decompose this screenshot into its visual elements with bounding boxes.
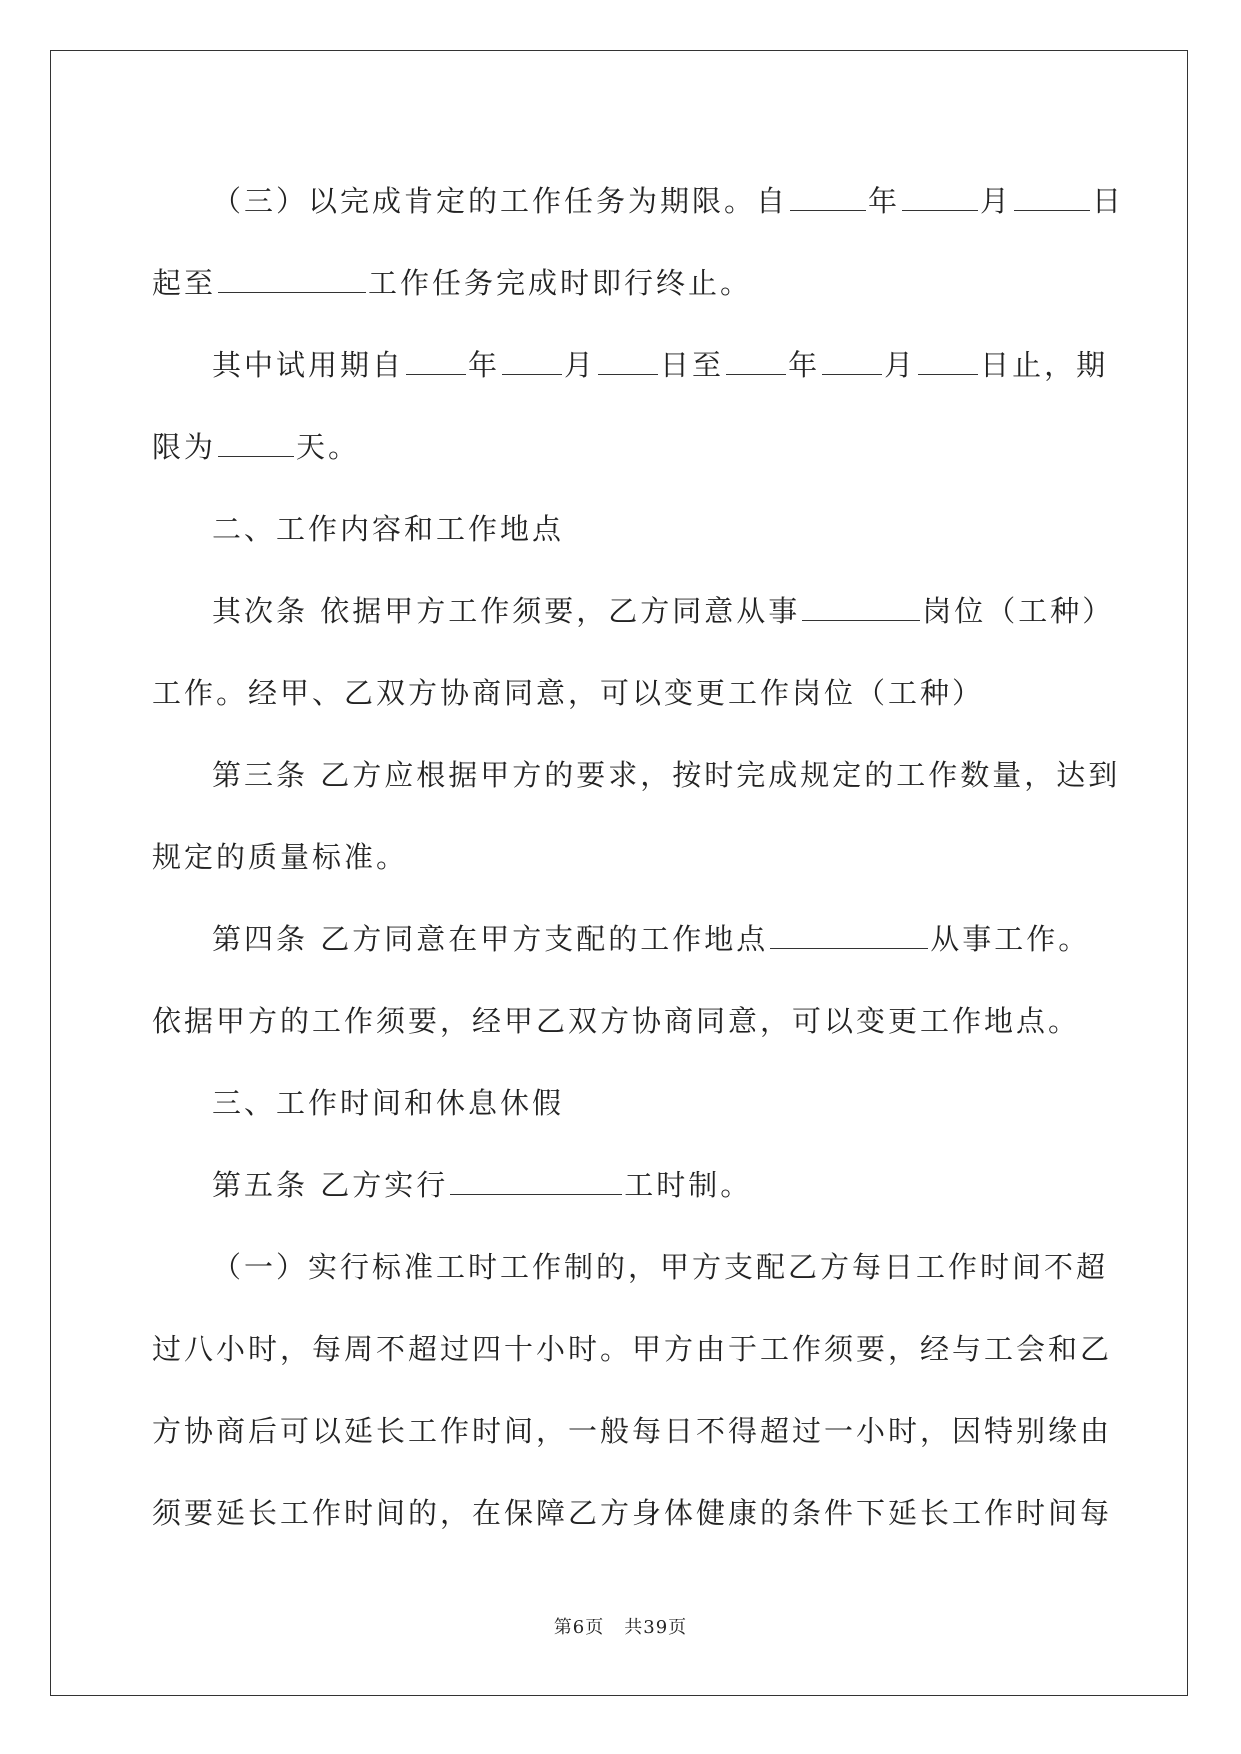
paragraph-line <box>152 1390 1113 1472</box>
text-segment: 工作。经甲、乙双方协商同意，可以变更工作岗位（工种） <box>152 676 985 710</box>
paragraph-line <box>152 652 1088 734</box>
fill-blank <box>770 926 928 949</box>
text-segment: 月 <box>980 184 1013 218</box>
text-segment: 工时制。 <box>624 1168 753 1202</box>
section-heading <box>152 1062 1088 1144</box>
page-total: 共39页 <box>624 1617 688 1638</box>
fill-blank <box>902 188 978 211</box>
paragraph-line <box>152 1472 1113 1554</box>
text-segment: （一）实行标准工时工作制的，甲方支配乙方每日工作时间不超 <box>212 1250 1109 1284</box>
text-segment: 起至 <box>152 266 217 300</box>
fill-blank <box>218 270 366 293</box>
fill-blank <box>406 352 466 375</box>
page-footer <box>0 1613 1241 1639</box>
text-segment: 第三条 乙方应根据甲方的要求，按时完成规定的工作数量，达到 <box>212 758 1121 792</box>
fill-blank <box>598 352 658 375</box>
text-segment: 月 <box>564 348 597 382</box>
paragraph-line <box>152 1308 1113 1390</box>
text-segment: 年 <box>788 348 821 382</box>
text-segment: 天。 <box>296 430 361 464</box>
text-segment: 日至 <box>660 348 725 382</box>
fill-blank <box>218 434 294 457</box>
text-segment: 其次条 依据甲方工作须要，乙方同意从事 <box>212 594 801 628</box>
text-segment: 日 <box>1092 184 1125 218</box>
text-segment: 年 <box>468 348 501 382</box>
text-segment: 第五条 乙方实行 <box>212 1168 449 1202</box>
paragraph-line <box>152 570 1115 652</box>
paragraph-line <box>152 734 1121 816</box>
text-segment: 月 <box>884 348 917 382</box>
fill-blank <box>1014 188 1090 211</box>
text-segment: 日止，期 <box>980 348 1109 382</box>
paragraph-line <box>152 324 1109 406</box>
text-segment: 须要延长工作时间的，在保障乙方身体健康的条件下延长工作时间每 <box>152 1496 1113 1530</box>
text-segment: 其中试用期自 <box>212 348 405 382</box>
text-segment: （三）以完成肯定的工作任务为期限。自 <box>212 184 789 218</box>
document-body <box>152 160 1125 1554</box>
text-segment: 第四条 乙方同意在甲方支配的工作地点 <box>212 922 769 956</box>
paragraph-line <box>152 406 1088 488</box>
fill-blank <box>802 598 920 621</box>
fill-blank <box>918 352 978 375</box>
text-segment: 岗位（工种） <box>922 594 1115 628</box>
text-segment: 方协商后可以延长工作时间，一般每日不得超过一小时，因特别缘由 <box>152 1414 1113 1448</box>
text-segment: 从事工作。 <box>930 922 1091 956</box>
paragraph-line <box>152 1226 1109 1308</box>
paragraph-line <box>152 816 1088 898</box>
paragraph-line <box>152 1144 1088 1226</box>
paragraph-line <box>152 898 1091 980</box>
section-heading <box>152 488 1088 570</box>
fill-blank <box>822 352 882 375</box>
text-segment: 工作任务完成时即行终止。 <box>368 266 753 300</box>
text-segment: 三、工作时间和休息休假 <box>212 1086 565 1120</box>
text-segment: 限为 <box>152 430 217 464</box>
paragraph-line <box>152 160 1125 242</box>
fill-blank <box>726 352 786 375</box>
fill-blank <box>450 1172 622 1195</box>
fill-blank <box>502 352 562 375</box>
paragraph-line <box>152 980 1088 1062</box>
text-segment: 二、工作内容和工作地点 <box>212 512 565 546</box>
text-segment: 年 <box>868 184 901 218</box>
text-segment: 规定的质量标准。 <box>152 840 409 874</box>
page-number: 第6页 <box>553 1617 605 1638</box>
text-segment: 依据甲方的工作须要，经甲乙双方协商同意，可以变更工作地点。 <box>152 1004 1081 1038</box>
fill-blank <box>790 188 866 211</box>
paragraph-line <box>152 242 1088 324</box>
text-segment: 过八小时，每周不超过四十小时。甲方由于工作须要，经与工会和乙 <box>152 1332 1113 1366</box>
